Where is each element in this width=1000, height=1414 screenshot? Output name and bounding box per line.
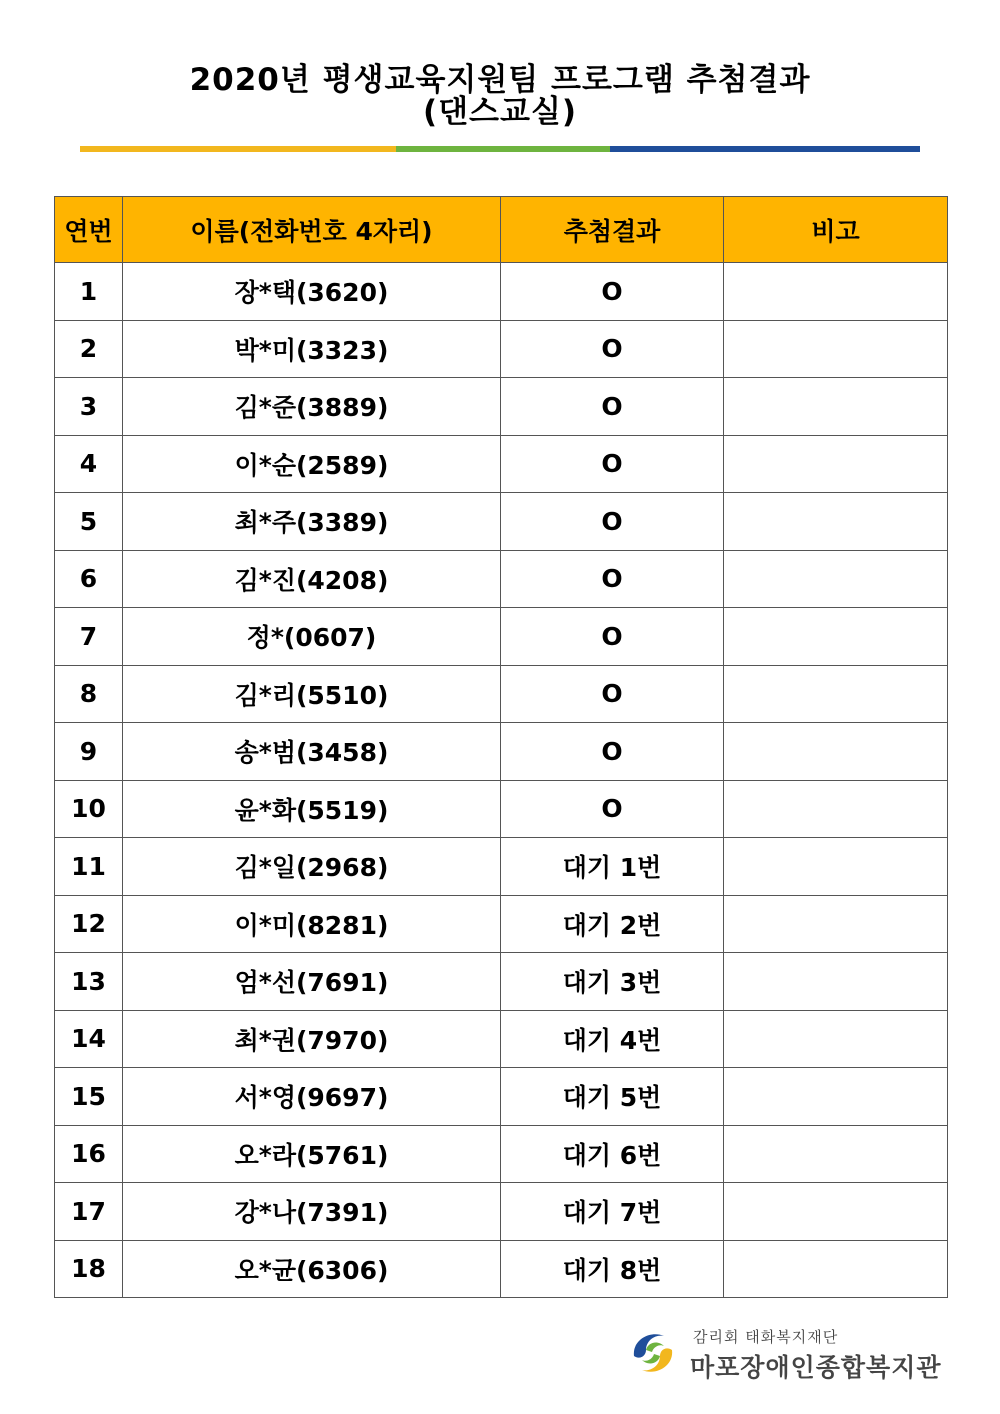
row-note [724, 1068, 948, 1126]
stripe-green [396, 146, 610, 152]
table-row [55, 608, 948, 666]
row-result: 대기 3번 [501, 953, 724, 1011]
row-name: 윤*화(5519) [123, 780, 501, 838]
row-result: 대기 8번 [501, 1240, 724, 1298]
row-number: 4 [55, 435, 123, 493]
row-number: 7 [55, 608, 123, 666]
row-number: 17 [55, 1183, 123, 1241]
table-row [55, 320, 948, 378]
row-note [724, 378, 948, 436]
table-row [55, 263, 948, 321]
row-name: 최*주(3389) [123, 493, 501, 551]
row-note [724, 493, 948, 551]
page-subtitle: (댄스교실) [422, 94, 578, 130]
row-result: 대기 6번 [501, 1125, 724, 1183]
row-note [724, 1183, 948, 1241]
row-note [724, 723, 948, 781]
table-row [55, 665, 948, 723]
row-note [724, 1240, 948, 1298]
row-name: 김*리(5510) [123, 665, 501, 723]
row-result: O [501, 263, 724, 321]
row-name: 김*진(4208) [123, 550, 501, 608]
table-row [55, 838, 948, 896]
row-note [724, 838, 948, 896]
row-note [724, 263, 948, 321]
color-stripe-divider [80, 146, 920, 152]
header-number: 연번 [55, 197, 123, 263]
row-result: 대기 2번 [501, 895, 724, 953]
row-number: 8 [55, 665, 123, 723]
table-row [55, 1183, 948, 1241]
header-name: 이름(전화번호 4자리) [123, 197, 501, 263]
row-note [724, 780, 948, 838]
page-title: 2020년 평생교육지원팀 프로그램 추첨결과 [189, 62, 811, 98]
organization-name: 마포장애인종합복지관 [690, 1353, 942, 1382]
row-name: 최*권(7970) [123, 1010, 501, 1068]
row-number: 13 [55, 953, 123, 1011]
row-note [724, 1125, 948, 1183]
row-result: 대기 1번 [501, 838, 724, 896]
row-number: 5 [55, 493, 123, 551]
row-number: 16 [55, 1125, 123, 1183]
row-note [724, 953, 948, 1011]
organization-logo-icon [628, 1328, 678, 1378]
table-row [55, 1010, 948, 1068]
row-number: 3 [55, 378, 123, 436]
row-note [724, 1010, 948, 1068]
row-result: O [501, 723, 724, 781]
table-row [55, 493, 948, 551]
row-number: 1 [55, 263, 123, 321]
row-number: 14 [55, 1010, 123, 1068]
row-note [724, 550, 948, 608]
row-note [724, 895, 948, 953]
row-name: 이*미(8281) [123, 895, 501, 953]
row-name: 강*나(7391) [123, 1183, 501, 1241]
table-row [55, 895, 948, 953]
header-note: 비고 [724, 197, 948, 263]
table-row [55, 1125, 948, 1183]
stripe-yellow [80, 146, 396, 152]
row-result: 대기 7번 [501, 1183, 724, 1241]
stripe-blue [610, 146, 920, 152]
row-number: 9 [55, 723, 123, 781]
row-name: 박*미(3323) [123, 320, 501, 378]
row-number: 18 [55, 1240, 123, 1298]
row-number: 15 [55, 1068, 123, 1126]
row-name: 이*순(2589) [123, 435, 501, 493]
footer-organization [628, 1322, 958, 1382]
table-row [55, 953, 948, 1011]
row-note [724, 320, 948, 378]
table-row [55, 1240, 948, 1298]
table-row [55, 550, 948, 608]
row-result: O [501, 320, 724, 378]
row-result: O [501, 780, 724, 838]
organization-parent-name: 감리회 태화복지재단 [693, 1328, 839, 1346]
row-note [724, 435, 948, 493]
row-name: 오*균(6306) [123, 1240, 501, 1298]
row-note [724, 665, 948, 723]
row-result: O [501, 378, 724, 436]
row-number: 2 [55, 320, 123, 378]
table-row [55, 780, 948, 838]
row-note [724, 608, 948, 666]
row-number: 10 [55, 780, 123, 838]
row-name: 김*준(3889) [123, 378, 501, 436]
table-header-row [55, 197, 948, 263]
row-result: O [501, 665, 724, 723]
row-result: O [501, 550, 724, 608]
row-name: 서*영(9697) [123, 1068, 501, 1126]
row-number: 6 [55, 550, 123, 608]
lottery-results-table [54, 196, 948, 1298]
table-row [55, 378, 948, 436]
row-result: O [501, 435, 724, 493]
table-row [55, 723, 948, 781]
row-name: 김*일(2968) [123, 838, 501, 896]
row-name: 오*라(5761) [123, 1125, 501, 1183]
row-name: 엄*선(7691) [123, 953, 501, 1011]
row-result: 대기 4번 [501, 1010, 724, 1068]
header-result: 추첨결과 [501, 197, 724, 263]
row-name: 장*택(3620) [123, 263, 501, 321]
row-name: 정*(0607) [123, 608, 501, 666]
row-result: O [501, 608, 724, 666]
table-row [55, 1068, 948, 1126]
table-row [55, 435, 948, 493]
row-name: 송*범(3458) [123, 723, 501, 781]
row-number: 12 [55, 895, 123, 953]
table-body [55, 263, 948, 1298]
row-result: O [501, 493, 724, 551]
row-result: 대기 5번 [501, 1068, 724, 1126]
row-number: 11 [55, 838, 123, 896]
